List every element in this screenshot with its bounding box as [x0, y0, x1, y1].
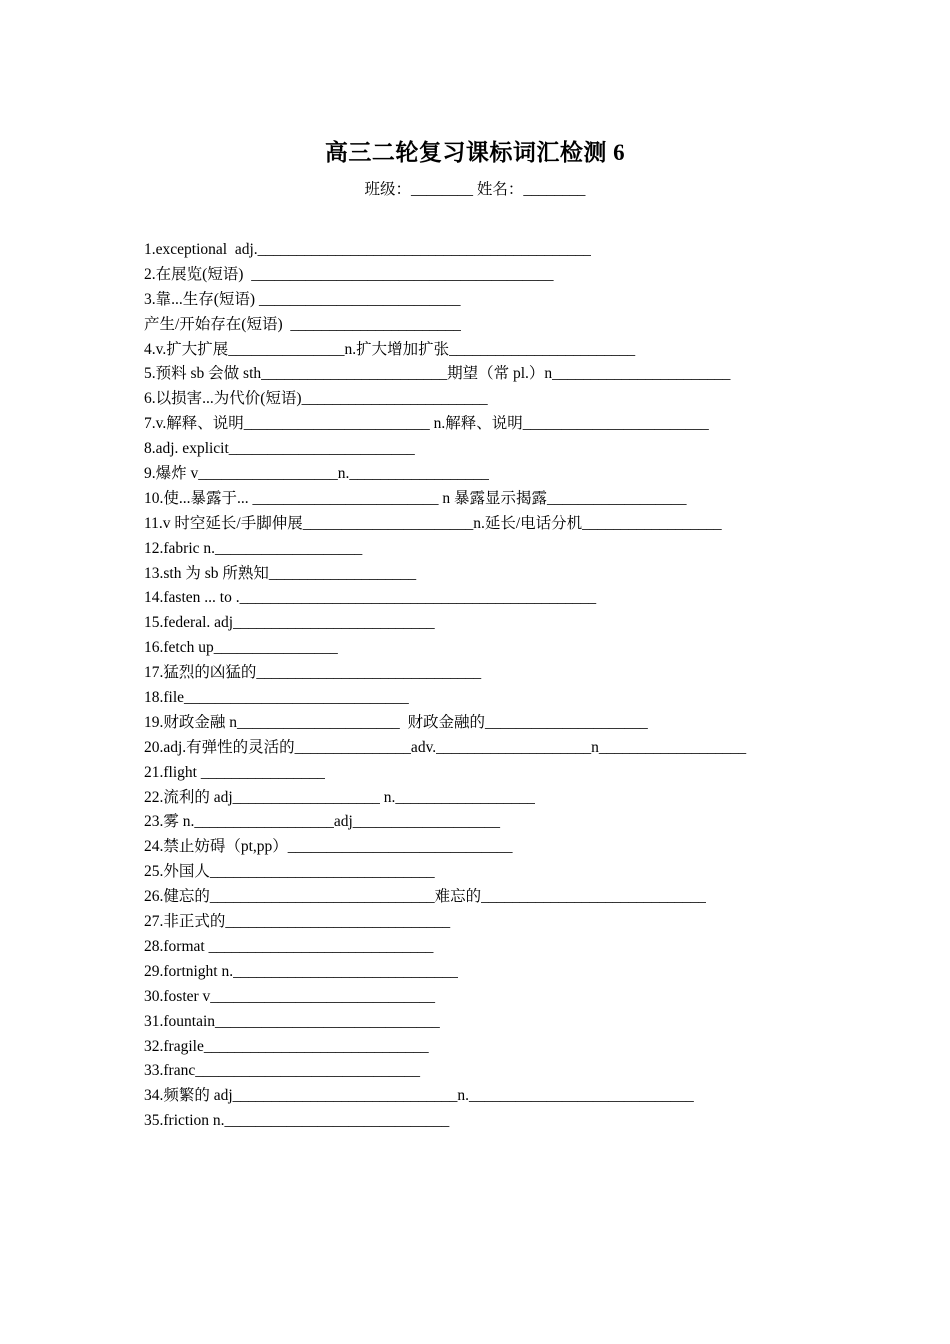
vocabulary-item: 35.friction n._____________________________ [144, 1112, 450, 1130]
vocabulary-item: 16.fetch up________________ [144, 639, 338, 657]
vocabulary-item: 11.v 时空延长/手脚伸展______________________n.延长/电话分机__________________ [144, 514, 722, 532]
vocabulary-item: 33.franc_____________________________ [144, 1062, 420, 1080]
vocabulary-item: 30.foster v_____________________________ [144, 987, 436, 1005]
vocabulary-item: 28.format _____________________________ [144, 937, 434, 955]
vocabulary-item: 25.外国人_____________________________ [144, 863, 435, 881]
vocabulary-item: 31.fountain_____________________________ [144, 1012, 440, 1030]
vocabulary-item: 27.非正式的_____________________________ [144, 913, 451, 931]
vocabulary-item: 32.fragile_____________________________ [144, 1037, 429, 1055]
vocabulary-item: 20.adj.有弹性的灵活的_______________adv.____________________n___________________ [144, 738, 747, 756]
vocabulary-item: 12.fabric n.___________________ [144, 539, 363, 557]
vocabulary-item: 3.靠...生存(短语) __________________________ [144, 290, 461, 308]
vocabulary-item: 6.以损害...为代价(短语)________________________ [144, 390, 488, 408]
vocabulary-item: 26.健忘的_____________________________难忘的_____________________________ [144, 888, 706, 906]
vocabulary-item: 23.雾 n.__________________adj___________________ [144, 813, 501, 831]
vocabulary-list [144, 238, 924, 1134]
vocabulary-item: 17.猛烈的凶猛的_____________________________ [144, 664, 482, 682]
vocabulary-item: 1.exceptional adj.___________________________________________ [144, 241, 591, 258]
vocabulary-item: 产生/开始存在(短语) ______________________ [144, 315, 461, 333]
vocabulary-item: 2.在展览(短语) _______________________________________ [144, 265, 554, 283]
vocabulary-item: 29.fortnight n._____________________________ [144, 962, 458, 980]
class-name-line: 班级：________ 姓名：________ [364, 181, 586, 198]
vocabulary-item: 4.v.扩大扩展_______________n.扩大增加扩张________________________ [144, 340, 636, 358]
vocabulary-item: 13.sth 为 sb 所熟知___________________ [144, 564, 417, 582]
vocabulary-item: 10.使...暴露于... ________________________ n 暴露显示揭露__________________ [144, 489, 687, 507]
vocabulary-item: 18.file_____________________________ [144, 689, 409, 707]
vocabulary-item: 14.fasten ... to .______________________________________________ [144, 589, 597, 607]
vocabulary-item: 8.adj. explicit________________________ [144, 440, 415, 458]
vocabulary-item: 19.财政金融 n_____________________ 财政金融的_____________________ [144, 713, 648, 731]
vocabulary-item: 5.预料 sb 会做 sth________________________期望（常 pl.）n_______________________ [144, 365, 731, 383]
vocabulary-item: 34.频繁的 adj_____________________________n._____________________________ [144, 1087, 694, 1105]
vocabulary-item: 9.爆炸 v__________________n.__________________ [144, 465, 489, 483]
vocabulary-item: 22.流利的 adj___________________ n.__________________ [144, 788, 535, 806]
page-title: 高三二轮复习课标词汇检测 6 [324, 140, 626, 165]
vocabulary-item: 15.federal. adj__________________________ [144, 614, 435, 632]
vocabulary-item: 21.flight ________________ [144, 763, 325, 781]
vocabulary-item: 24.禁止妨碍（pt,pp）_____________________________ [144, 838, 513, 856]
vocabulary-item: 7.v.解释、说明________________________ n.解释、说明________________________ [144, 415, 709, 433]
